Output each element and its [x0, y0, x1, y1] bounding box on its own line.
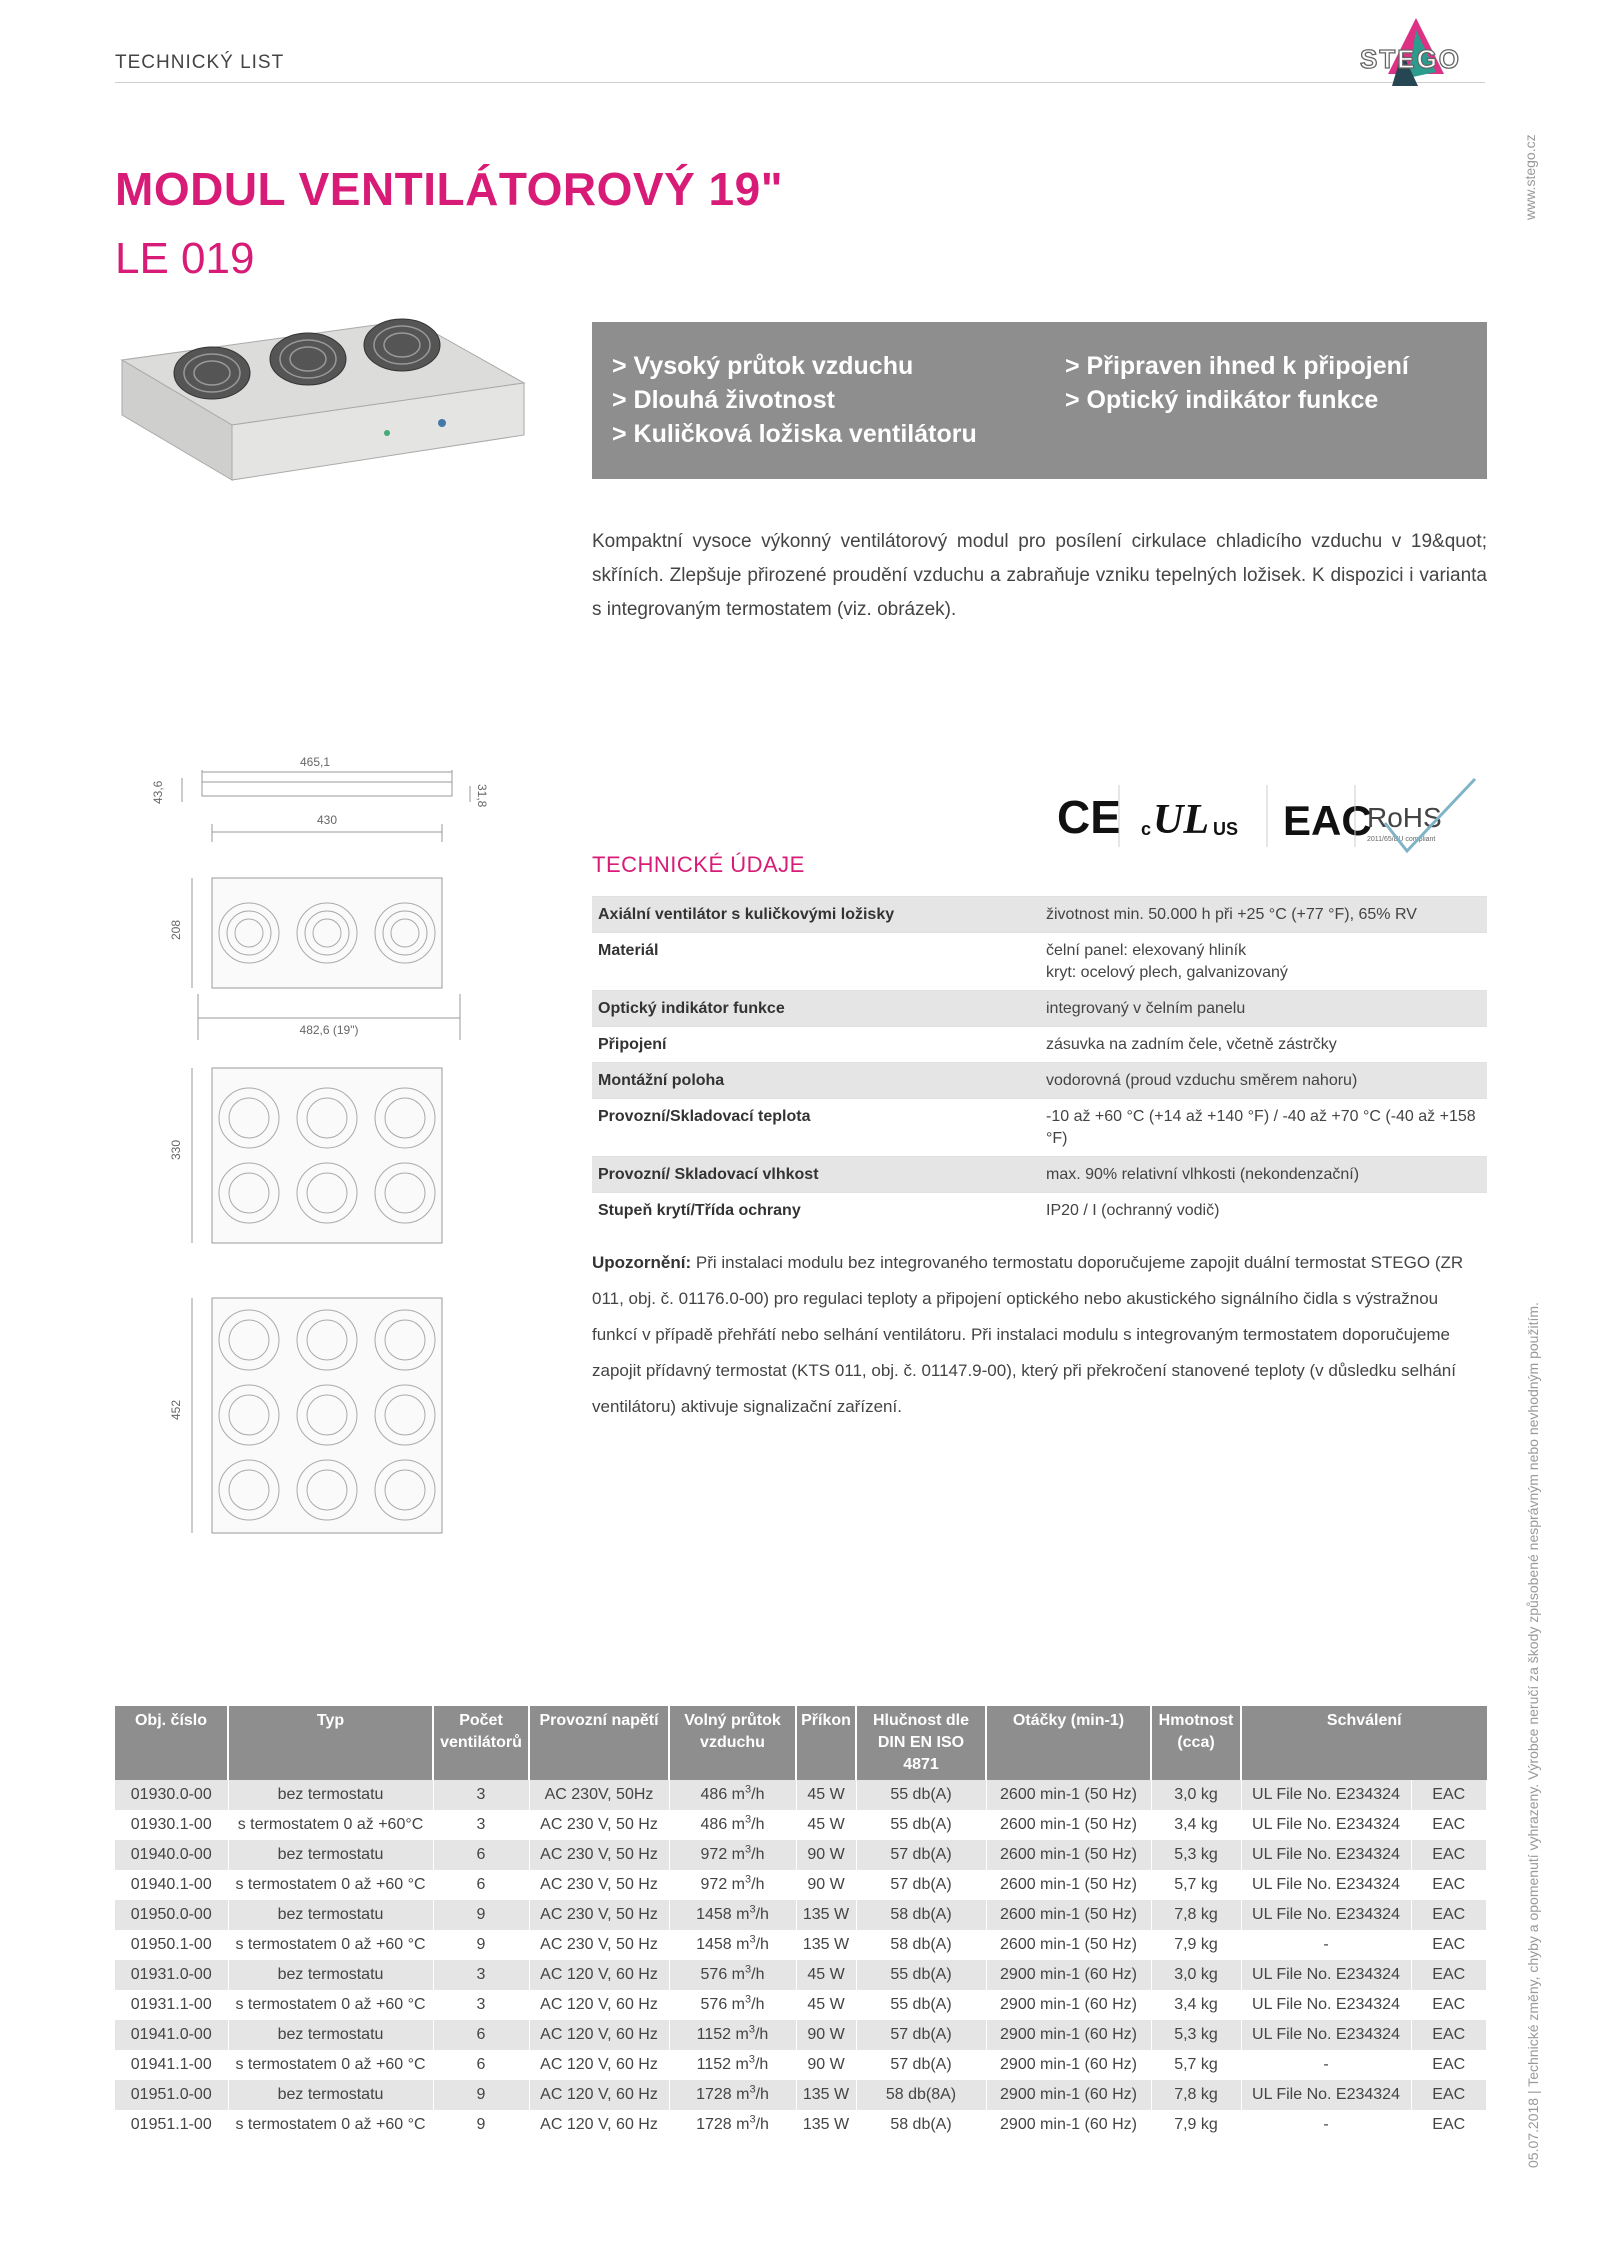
type-cell: bez termostatu [228, 2020, 433, 2050]
approval-ul: UL File No. E234324 [1241, 1870, 1411, 1900]
spec-row [592, 1027, 1487, 1063]
weight: 3,0 kg [1151, 1960, 1241, 1990]
airflow: 1152 $m^3/h$ [669, 2020, 796, 2050]
type-cell: bez termostatu [228, 1780, 433, 1810]
table-row [115, 1990, 1487, 2020]
noise: 55 db(A) [856, 1960, 986, 1990]
fan-count: 3 [433, 1960, 529, 1990]
voltage: AC 120 V, 60 Hz [529, 2050, 669, 2080]
col-header: Počet ventilátorů [433, 1706, 529, 1780]
order-number: 01931.1-00 [115, 1990, 228, 2020]
weight: 3,4 kg [1151, 1990, 1241, 2020]
noise: 58 db(8A) [856, 2080, 986, 2110]
approval-eac: EAC [1411, 1990, 1487, 2020]
power: 135 W [796, 2080, 856, 2110]
approval-eac: EAC [1411, 1840, 1487, 1870]
table-row [115, 1930, 1487, 1960]
table-row [115, 2050, 1487, 2080]
airflow: 576 $m^3/h$ [669, 1960, 796, 1990]
speed: 2600 min-1 (50 Hz) [986, 1780, 1151, 1810]
col-header: Hmotnost (cca) [1151, 1706, 1241, 1780]
dim-label: 482,6 (19") [299, 1023, 359, 1037]
speed: 2600 min-1 (50 Hz) [986, 1900, 1151, 1930]
fan-count: 6 [433, 2020, 529, 2050]
voltage: AC 120 V, 60 Hz [529, 2020, 669, 2050]
warning-text: Při instalaci modulu bez integrovaného termostatu doporučujeme zapojit duální termostat STEGO (ZR 011, obj. č. 01176.0-00) pro regulaci teploty a připojení optického nebo akustického signálního čidla s výstražnou funkcí v případě přehřátí nebo selhání ventilátoru. Při instalaci modulu s integrovaným termostatem doporučujeme zapojit přídavný termostat (KTS 011, obj. č. 01147.9-00), který při překročení stanovené teploty (v důsledku selhání ventilátoru) aktivuje signalizační zařízení. [592, 1253, 1464, 1416]
spec-row [592, 933, 1487, 991]
speed: 2900 min-1 (60 Hz) [986, 1960, 1151, 1990]
dim-label: 465,1 [299, 755, 331, 769]
product-description: Kompaktní vysoce výkonný ventilátorový modul pro posílení cirkulace chladicího vzduchu v 19&quot; skříních. Zlepšuje přirozené proudění vzduchu a zabraňuje vzniku tepelných ložisek. K dispozici i varianta s integrovaným termostatem (viz. obrázek). [592, 531, 1487, 620]
col-header: Hlučnost dle DIN EN ISO 4871 [856, 1706, 986, 1780]
approval-eac: EAC [1411, 1780, 1487, 1810]
spec-key: Stupeň krytí/Třída ochrany [592, 1193, 1040, 1229]
order-number: 01941.1-00 [115, 2050, 228, 2080]
approval-ul: - [1241, 2050, 1411, 2080]
dim-label: 330 [169, 1139, 183, 1160]
approval-eac: EAC [1411, 1930, 1487, 1960]
type-cell: s termostatem 0 až +60 °C [228, 1930, 433, 1960]
noise: 55 db(A) [856, 1990, 986, 2020]
spec-table [592, 896, 1487, 1228]
svg-text:STEGO: STEGO [1360, 44, 1462, 74]
airflow: 1728 $m^3/h$ [669, 2080, 796, 2110]
voltage: AC 230 V, 50 Hz [529, 1930, 669, 1960]
order-number: 01940.1-00 [115, 1870, 228, 1900]
spec-row [592, 1193, 1487, 1229]
fan-count: 9 [433, 2080, 529, 2110]
approval-ul: - [1241, 2110, 1411, 2140]
fan-count: 3 [433, 1780, 529, 1810]
spec-row [592, 1157, 1487, 1193]
type-cell: s termostatem 0 až +60 °C [228, 2050, 433, 2080]
col-header: Obj. číslo [115, 1706, 228, 1780]
fan-count: 3 [433, 1990, 529, 2020]
weight: 5,7 kg [1151, 1870, 1241, 1900]
spec-key: Axiální ventilátor s kuličkovými ložisky [592, 897, 1040, 933]
approval-ul: UL File No. E234324 [1241, 1810, 1411, 1840]
power: 90 W [796, 2050, 856, 2080]
col-header: Příkon [796, 1706, 856, 1780]
stego-logo [1352, 16, 1488, 92]
order-number: 01930.1-00 [115, 1810, 228, 1840]
table-row [115, 2020, 1487, 2050]
noise: 55 db(A) [856, 1780, 986, 1810]
approval-ul: UL File No. E234324 [1241, 2080, 1411, 2110]
weight: 7,9 kg [1151, 2110, 1241, 2140]
features-right [1065, 349, 1409, 417]
col-header: Provozní napětí [529, 1706, 669, 1780]
fan-count: 6 [433, 1840, 529, 1870]
rohs-mark: RoHS [1367, 802, 1442, 833]
type-cell: s termostatem 0 až +60°C [228, 1810, 433, 1840]
ul-c-mark: c [1141, 819, 1152, 839]
ul-us-mark: US [1213, 819, 1239, 839]
table-row [115, 1780, 1487, 1810]
order-header-row [115, 1706, 1487, 1780]
approval-eac: EAC [1411, 1960, 1487, 1990]
type-cell: bez termostatu [228, 1840, 433, 1870]
power: 45 W [796, 1990, 856, 2020]
noise: 55 db(A) [856, 1810, 986, 1840]
weight: 5,7 kg [1151, 2050, 1241, 2080]
fan-count: 9 [433, 2110, 529, 2140]
eac-mark: EAC [1283, 797, 1372, 844]
feature-item: > Připraven ihned k připojení [1065, 352, 1409, 380]
features-box [592, 322, 1487, 479]
order-number: 01950.1-00 [115, 1930, 228, 1960]
voltage: AC 120 V, 60 Hz [529, 1960, 669, 1990]
approval-eac: EAC [1411, 2020, 1487, 2050]
spec-value: max. 90% relativní vlhkosti (nekondenzační) [1040, 1157, 1487, 1193]
airflow: 1152 $m^3/h$ [669, 2050, 796, 2080]
voltage: AC 120 V, 60 Hz [529, 1990, 669, 2020]
speed: 2900 min-1 (60 Hz) [986, 2020, 1151, 2050]
order-table [115, 1706, 1487, 2140]
order-number: 01940.0-00 [115, 1840, 228, 1870]
table-row [115, 1870, 1487, 1900]
power: 90 W [796, 1840, 856, 1870]
page-title: MODUL VENTILÁTOROVÝ 19" [115, 163, 784, 215]
noise: 58 db(A) [856, 1900, 986, 1930]
type-cell: bez termostatu [228, 1960, 433, 1990]
spec-row [592, 897, 1487, 933]
spec-key: Montážní poloha [592, 1063, 1040, 1099]
speed: 2600 min-1 (50 Hz) [986, 1870, 1151, 1900]
noise: 58 db(A) [856, 2110, 986, 2140]
noise: 57 db(A) [856, 2020, 986, 2050]
airflow: 486 $m^3/h$ [669, 1780, 796, 1810]
fan-count: 6 [433, 1870, 529, 1900]
type-cell: bez termostatu [228, 1900, 433, 1930]
col-header: Volný průtok vzduchu [669, 1706, 796, 1780]
order-number: 01951.1-00 [115, 2110, 228, 2140]
approval-ul: UL File No. E234324 [1241, 1960, 1411, 1990]
spec-key: Provozní/ Skladovací vlhkost [592, 1157, 1040, 1193]
table-row [115, 1810, 1487, 1840]
spec-row [592, 1063, 1487, 1099]
product-code: LE 019 [115, 234, 255, 283]
approval-eac: EAC [1411, 2080, 1487, 2110]
speed: 2900 min-1 (60 Hz) [986, 2080, 1151, 2110]
power: 135 W [796, 1930, 856, 1960]
table-row [115, 2080, 1487, 2110]
power: 90 W [796, 1870, 856, 1900]
order-number: 01931.0-00 [115, 1960, 228, 1990]
airflow: 972 $m^3/h$ [669, 1870, 796, 1900]
dim-label: 31,8 [475, 784, 489, 808]
weight: 7,8 kg [1151, 2080, 1241, 2110]
feature-item: > Dlouhá životnost [612, 386, 835, 414]
speed: 2600 min-1 (50 Hz) [986, 1840, 1151, 1870]
tech-heading: TECHNICKÉ ÚDAJE [592, 852, 805, 877]
document-type-label: TECHNICKÝ LIST [115, 52, 285, 73]
approval-eac: EAC [1411, 1870, 1487, 1900]
type-cell: s termostatem 0 až +60 °C [228, 1990, 433, 2020]
fan-count: 3 [433, 1810, 529, 1840]
spec-row [592, 1099, 1487, 1157]
approval-eac: EAC [1411, 1900, 1487, 1930]
airflow: 1728 $m^3/h$ [669, 2110, 796, 2140]
noise: 57 db(A) [856, 1870, 986, 1900]
voltage: AC 230 V, 50 Hz [529, 1840, 669, 1870]
approval-ul: UL File No. E234324 [1241, 2020, 1411, 2050]
spec-row [592, 991, 1487, 1027]
approval-ul: UL File No. E234324 [1241, 1900, 1411, 1930]
spec-key: Provozní/Skladovací teplota [592, 1099, 1040, 1157]
type-cell: bez termostatu [228, 2080, 433, 2110]
airflow: 1458 $m^3/h$ [669, 1930, 796, 1960]
spec-key: Materiál [592, 933, 1040, 991]
spec-value: IP20 / I (ochranný vodič) [1040, 1193, 1487, 1229]
warning-note [592, 1245, 1487, 1425]
power: 135 W [796, 1900, 856, 1930]
spec-value: -10 až +60 °C (+14 až +140 °F) / -40 až +70 °C (-40 až +158 °F) [1040, 1099, 1487, 1157]
speed: 2600 min-1 (50 Hz) [986, 1930, 1151, 1960]
voltage: AC 230V, 50Hz [529, 1780, 669, 1810]
feature-item: > Kuličková ložiska ventilátoru [612, 420, 977, 448]
weight: 7,8 kg [1151, 1900, 1241, 1930]
order-number: 01930.0-00 [115, 1780, 228, 1810]
weight: 7,9 kg [1151, 1930, 1241, 1960]
features-left [612, 349, 977, 451]
dim-label: 208 [169, 919, 183, 940]
feature-item: > Vysoký průtok vzduchu [612, 352, 914, 380]
airflow: 972 $m^3/h$ [669, 1840, 796, 1870]
order-number: 01950.0-00 [115, 1900, 228, 1930]
spec-value: životnost min. 50.000 h při +25 °C (+77 °F), 65% RV [1040, 897, 1487, 933]
voltage: AC 120 V, 60 Hz [529, 2080, 669, 2110]
approval-ul: UL File No. E234324 [1241, 1780, 1411, 1810]
certification-logos [1055, 775, 1487, 855]
header-divider [115, 82, 1485, 83]
warning-label: Upozornění: [592, 1253, 692, 1272]
noise: 57 db(A) [856, 2050, 986, 2080]
type-cell: s termostatem 0 až +60 °C [228, 2110, 433, 2140]
approval-eac: EAC [1411, 2110, 1487, 2140]
table-row [115, 1840, 1487, 1870]
col-header: Typ [228, 1706, 433, 1780]
spec-value: integrovaný v čelním panelu [1040, 991, 1487, 1027]
technical-drawings [150, 750, 489, 1540]
ul-mark: UL [1153, 797, 1209, 843]
approval-ul: - [1241, 1930, 1411, 1960]
side-url: www.stego.cz [1522, 134, 1538, 220]
table-row [115, 1900, 1487, 1930]
spec-value: vodorovná (proud vzduchu směrem nahoru) [1040, 1063, 1487, 1099]
col-header: Otáčky (min-1) [986, 1706, 1151, 1780]
dim-label: 452 [169, 1399, 183, 1420]
approval-ul: UL File No. E234324 [1241, 1840, 1411, 1870]
airflow: 576 $m^3/h$ [669, 1990, 796, 2020]
speed: 2600 min-1 (50 Hz) [986, 1810, 1151, 1840]
approval-eac: EAC [1411, 1810, 1487, 1840]
approval-ul: UL File No. E234324 [1241, 1990, 1411, 2020]
fan-count: 9 [433, 1930, 529, 1960]
weight: 3,0 kg [1151, 1780, 1241, 1810]
weight: 3,4 kg [1151, 1810, 1241, 1840]
power: 90 W [796, 2020, 856, 2050]
weight: 5,3 kg [1151, 2020, 1241, 2050]
dim-label: 430 [316, 813, 338, 827]
order-number: 01941.0-00 [115, 2020, 228, 2050]
rohs-sub: 2011/65/EU compliant [1367, 836, 1436, 843]
fan-count: 9 [433, 1900, 529, 1930]
weight: 5,3 kg [1151, 1840, 1241, 1870]
airflow: 1458 $m^3/h$ [669, 1900, 796, 1930]
fan-count: 6 [433, 2050, 529, 2080]
speed: 2900 min-1 (60 Hz) [986, 1990, 1151, 2020]
table-row [115, 2110, 1487, 2140]
speed: 2900 min-1 (60 Hz) [986, 2050, 1151, 2080]
power: 45 W [796, 1810, 856, 1840]
side-disclaimer: 05.07.2018 | Technické změny, chyby a opomenutí vyhrazeny. Výrobce neručí za škody způsobené nesprávným nebo nevhodným použitím. [1525, 1302, 1541, 2168]
voltage: AC 120 V, 60 Hz [529, 2110, 669, 2140]
speed: 2900 min-1 (60 Hz) [986, 2110, 1151, 2140]
noise: 57 db(A) [856, 1840, 986, 1870]
approval-eac: EAC [1411, 2050, 1487, 2080]
power: 135 W [796, 2110, 856, 2140]
noise: 58 db(A) [856, 1930, 986, 1960]
type-cell: s termostatem 0 až +60 °C [228, 1870, 433, 1900]
voltage: AC 230 V, 50 Hz [529, 1810, 669, 1840]
feature-item: > Optický indikátor funkce [1065, 386, 1379, 414]
power: 45 W [796, 1960, 856, 1990]
spec-value: čelní panel: elexovaný hliník kryt: ocelový plech, galvanizovaný [1040, 933, 1487, 991]
ce-mark: CE [1057, 791, 1121, 843]
spec-key: Připojení [592, 1027, 1040, 1063]
voltage: AC 230 V, 50 Hz [529, 1900, 669, 1930]
spec-key: Optický indikátor funkce [592, 991, 1040, 1027]
airflow: 486 $m^3/h$ [669, 1810, 796, 1840]
order-number: 01951.0-00 [115, 2080, 228, 2110]
power: 45 W [796, 1780, 856, 1810]
spec-value: zásuvka na zadním čele, včetně zástrčky [1040, 1027, 1487, 1063]
table-row [115, 1960, 1487, 1990]
voltage: AC 230 V, 50 Hz [529, 1870, 669, 1900]
col-header: Schválení [1241, 1706, 1487, 1780]
product-image [112, 315, 532, 485]
dim-label: 43,6 [151, 780, 165, 804]
